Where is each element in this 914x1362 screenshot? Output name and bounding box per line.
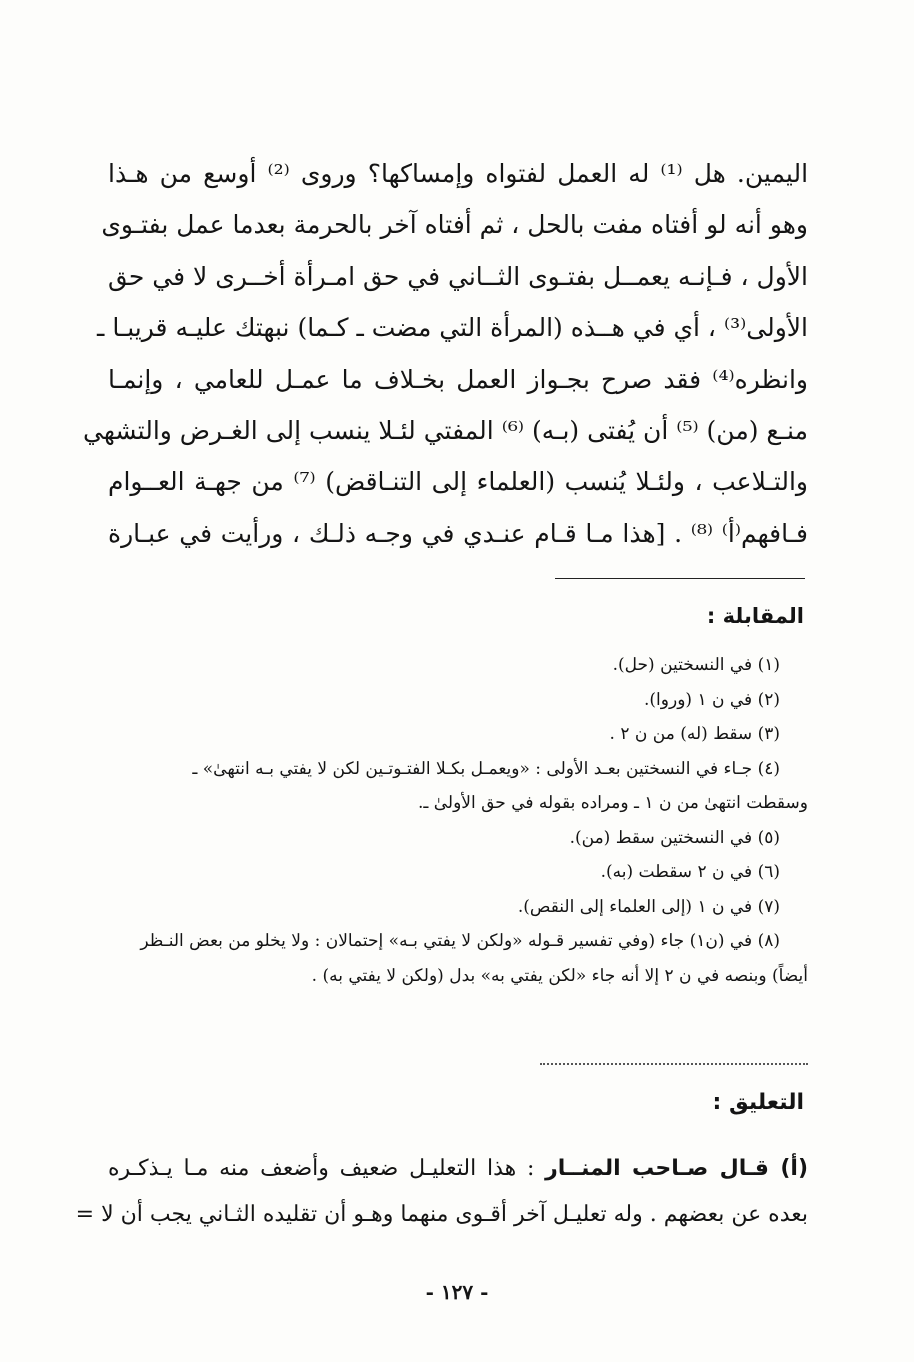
note-item: (٧) في ن ١ (إلى العلماء إلى النقص). [517, 896, 780, 917]
main-text-line: والتـلاعب ، ولئـلا يُنسب (العلماء إلى التنـاقض) ⁽⁷⁾ من جهـة العــوام [108, 467, 809, 497]
main-text-line: منـع (من) ⁽⁵⁾ أن يُفتى (بـه) ⁽⁶⁾ المفتي لئـلا ينسب إلى الغـرض والتشهي [83, 416, 808, 446]
note-item: (٤) جـاء في النسختين بعـد الأولى : «ويعمـل بكـلا الفتـوتـين لكن لا يفتي بـه انتهىٰ» ـ [192, 758, 780, 779]
commentary-lead: (أ) قـال صـاحب المنــار [545, 1156, 808, 1181]
note-item: (٣) سقط (له) من ن ٢ . [609, 724, 780, 744]
page-number: - ١٢٧ - [425, 1280, 489, 1304]
note-item: (٦) في ن ٢ سقطت (به). [600, 862, 780, 882]
note-item-continuation: وسقطت انتهىٰ من ن ١ ـ ومراده بقوله في حق الأولىٰ ـ. [417, 793, 808, 813]
note-item: (١) في النسختين (حل). [612, 655, 780, 675]
collation-notes [108, 648, 808, 993]
commentary-block [75, 1146, 808, 1238]
note-item: (٥) في النسختين سقط (من). [569, 827, 780, 848]
main-text-block [83, 148, 809, 559]
main-text-line: وهو أنه لو أفتاه مفت بالحل ، ثم أفتاه آخر بالحرمة بعدما عمل بفتـوى [101, 210, 808, 240]
commentary-line [108, 1146, 808, 1192]
dotted-separator [540, 1063, 808, 1065]
commentary-text: : هذا التعليـل ضعيف وأضعف منه مـا يـذكـره [108, 1156, 546, 1181]
taliq-heading: التعليق : [712, 1090, 804, 1115]
note-item: (٨) في (ن١) جاء (وفي تفسير قـوله «ولكن لا يفتي بـه» إحتمالان : ولا يخلو من بعض النـظر [140, 931, 780, 951]
main-text-line: اليمين. هل ⁽¹⁾ له العمل لفتواه وإمساكها؟ وروى ⁽²⁾ أوسع من هـذا [108, 159, 809, 188]
main-text-line: الأولى⁽³⁾ ، أي في هــذه (المرأة التي مضت ـ كـما) نبهتك عليـه قريبـا ـ [97, 313, 808, 343]
footnote-separator-rule [555, 578, 805, 579]
main-text-line: الأول ، فـإنـه يعمــل بفتـوى الثــاني في حق امـرأة أخــرى لا في حق [108, 261, 808, 291]
note-item-continuation: أيضاً) وبنصه في ن ٢ إلا أنه جاء «لكن يفتي به» بدل (ولكن لا يفتي به) . [311, 965, 808, 986]
commentary-line: بعده عن بعضهم . وله تعليـل آخر أقـوى منهما وهـو أن تقليده الثـاني يجب أن لا = [75, 1202, 808, 1227]
note-item: (٢) في ن ١ (وروا). [644, 689, 780, 710]
muqabala-heading: المقابلة : [706, 604, 804, 628]
main-text-line: وانظره⁽⁴⁾ فقد صرح بجـواز العمل بخـلاف ما عمـل للعامي ، وإنمـا [108, 364, 808, 394]
main-text-line: فـافهم⁽أ⁾ ⁽⁸⁾ . [هذا مـا قـام عنـدي في وجـه ذلـك ، ورأيت في عبـارة [108, 518, 808, 548]
